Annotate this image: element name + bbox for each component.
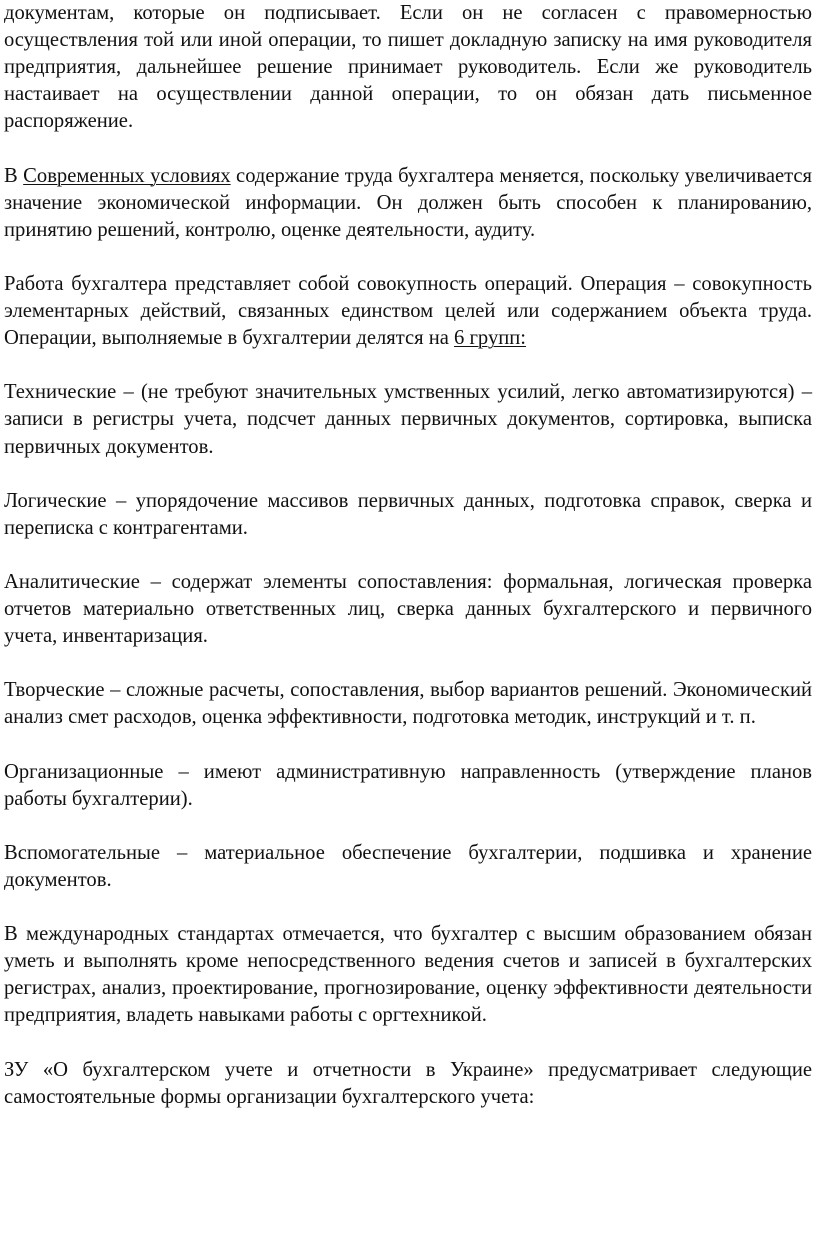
paragraph-logical bbox=[4, 488, 812, 542]
paragraph-text: документам, которые он подписывает. Если он не согласен с правомерностью осуществления той или иной операции, то пишет докладную записку на имя руководителя предприятия, дальнейшее решение принимает руководитель. Если же руководитель настаивает на осуществлении данной операции, то он обязан дать письменное распоряжение. bbox=[4, 2, 812, 133]
paragraph-auxiliary bbox=[4, 840, 812, 894]
paragraph-text: В международных стандартах отмечается, что бухгалтер с высшим образованием обязан уметь и выполнять кроме непосредственного ведения счетов и записей в бухгалтерских регистрах, анализ, проектирование, прогнозирование, оценку эффективности деятельности предприятия, владеть навыками работы с оргтехникой. bbox=[4, 923, 812, 1027]
paragraph-technical bbox=[4, 379, 812, 460]
paragraph-creative bbox=[4, 677, 812, 731]
paragraph-international-standards bbox=[4, 921, 812, 1029]
paragraph-prefix: В bbox=[4, 164, 24, 187]
paragraph-text: Организационные – имеют административную направленность (утверждение планов работы бухгалтерии). bbox=[4, 760, 812, 810]
paragraph-operations bbox=[4, 271, 812, 352]
paragraph-text: Творческие – сложные расчеты, сопоставления, выбор вариантов решений. Экономический анализ смет расходов, оценка эффективности, подготовка методик, инструкций и т. п. bbox=[4, 679, 812, 729]
paragraph-text: Аналитические – содержат элементы сопоставления: формальная, логическая проверка отчетов материально ответственных лиц, сверка данных бухгалтерского и первичного учета, инвентаризация. bbox=[4, 570, 812, 648]
paragraph-law-forms bbox=[4, 1057, 812, 1111]
paragraph-text: Технические – (не требуют значительных умственных усилий, легко автоматизируются) – записи в регистры учета, подсчет данных первичных документов, сортировка, выписка первичных документов. bbox=[4, 381, 812, 458]
paragraph-text: ЗУ «О бухгалтерском учете и отчетности в Украине» предусматривает следующие самостоятельные формы организации бухгалтерского учета: bbox=[4, 1058, 812, 1108]
paragraph-modern-conditions bbox=[4, 163, 812, 244]
paragraph-signing-duties bbox=[4, 0, 812, 135]
paragraph-organizational bbox=[4, 759, 812, 813]
underlined-phrase: 6 групп: bbox=[454, 327, 527, 350]
underlined-phrase: Современных условиях bbox=[23, 164, 231, 187]
paragraph-text: Логические – упорядочение массивов первичных данных, подготовка справок, сверка и переписка с контрагентами. bbox=[4, 489, 812, 539]
paragraph-text: Вспомогательные – материальное обеспечение бухгалтерии, подшивка и хранение документов. bbox=[4, 841, 812, 891]
paragraph-text: Работа бухгалтера представляет собой совокупность операций. Операция – совокупность элементарных действий, связанных единством целей или содержанием объекта труда. Операции, выполняемые в бухгалтерии делятся на bbox=[4, 272, 812, 350]
document-page bbox=[4, 0, 812, 1138]
paragraph-text: содержание труда бухгалтера меняется, поскольку увеличивается значение экономической информации. Он должен быть способен к планированию, принятию решений, контролю, оценке деятельности, аудиту. bbox=[4, 164, 812, 241]
paragraph-analytical bbox=[4, 569, 812, 650]
